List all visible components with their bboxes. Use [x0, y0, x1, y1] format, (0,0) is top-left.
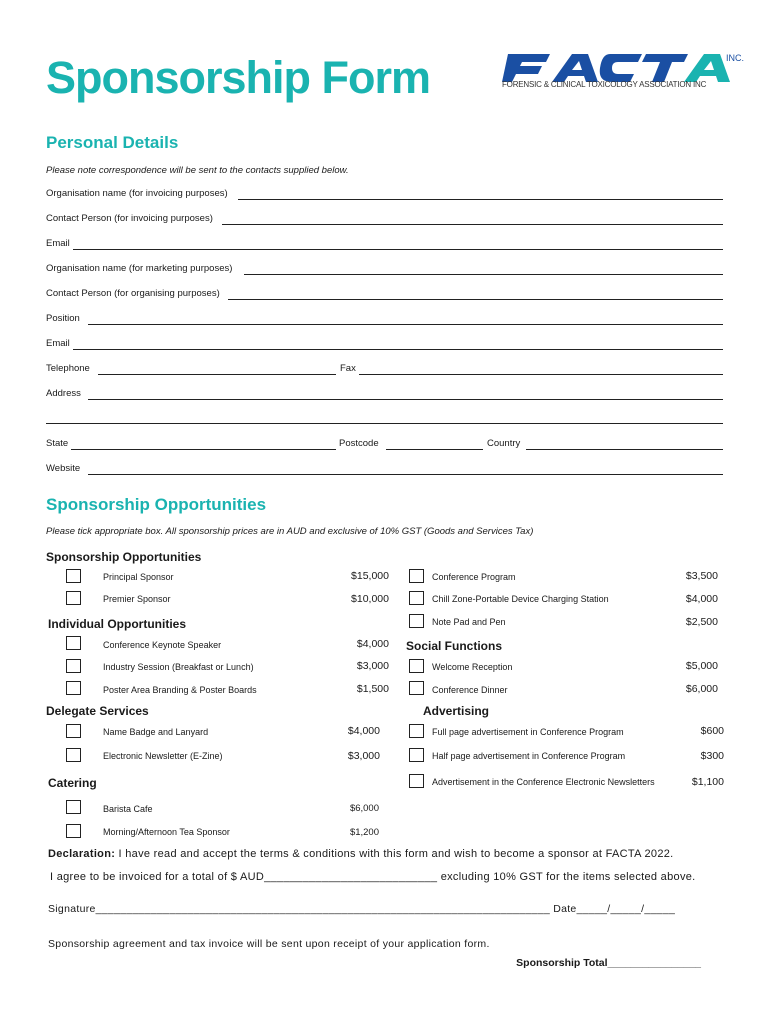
item-barista-cafe: Barista Cafe — [103, 804, 153, 814]
checkbox-name-badge[interactable] — [66, 724, 81, 738]
state-label: State — [46, 438, 69, 449]
section-advertising: Advertising — [423, 704, 490, 718]
org-marketing-field[interactable] — [244, 274, 723, 275]
checkbox-conference-dinner[interactable] — [409, 681, 424, 695]
price-electronic-newsletter: $3,000 — [347, 750, 380, 762]
logo-inc: INC. — [726, 53, 744, 63]
country-label: Country — [487, 438, 521, 449]
sponsorship-heading: Sponsorship Opportunities — [46, 495, 267, 514]
fax-label: Fax — [340, 363, 356, 374]
item-principal-sponsor: Principal Sponsor — [103, 572, 174, 582]
price-industry-session: $3,000 — [356, 660, 389, 672]
email1-field[interactable] — [73, 249, 723, 250]
fax-field[interactable] — [359, 374, 723, 375]
personal-details-note: Please note correspondence will be sent to the contacts supplied below. — [46, 165, 349, 176]
postcode-label: Postcode — [339, 438, 379, 449]
price-conference-program: $3,500 — [685, 570, 718, 582]
telephone-field[interactable] — [98, 374, 336, 375]
price-poster-area: $1,500 — [356, 683, 389, 695]
price-principal-sponsor: $15,000 — [351, 570, 389, 582]
price-chill-zone: $4,000 — [685, 593, 718, 605]
item-welcome-reception: Welcome Reception — [432, 662, 513, 672]
sponsorship-total[interactable]: Sponsorship Total________________ — [516, 957, 701, 969]
org-invoicing-label: Organisation name (for invoicing purposes) — [46, 188, 228, 199]
price-keynote-speaker: $4,000 — [356, 638, 389, 650]
item-electronic-newsletter: Electronic Newsletter (E-Zine) — [103, 751, 223, 761]
checkbox-chill-zone[interactable] — [409, 591, 424, 605]
signature-date-line[interactable]: Signature__________________________________________________________________________ Date_____/_____/_____ — [48, 903, 676, 915]
telephone-label: Telephone — [46, 363, 90, 374]
email1-label: Email — [46, 238, 70, 249]
item-conference-dinner: Conference Dinner — [432, 685, 508, 695]
facta-logo — [502, 50, 752, 95]
website-field[interactable] — [88, 474, 723, 475]
sponsorship-note: Please tick appropriate box. All sponsorship prices are in AUD and exclusive of 10% GST (Goods and Services Tax) — [46, 526, 534, 537]
price-newsletter-ad: $1,100 — [691, 776, 724, 788]
contact-invoicing-label: Contact Person (for invoicing purposes) — [46, 213, 213, 224]
logo-subtitle: FORENSIC & CLINICAL TOXICOLOGY ASSOCIATION INC — [502, 80, 707, 89]
contact-organising-field[interactable] — [228, 299, 723, 300]
contact-organising-label: Contact Person (for organising purposes) — [46, 288, 220, 299]
logo-wordmark-icon — [502, 50, 732, 84]
section-delegate-services: Delegate Services — [46, 704, 149, 718]
checkbox-newsletter-ad[interactable] — [409, 774, 424, 788]
item-tea-sponsor: Morning/Afternoon Tea Sponsor — [103, 827, 230, 837]
item-half-page-ad: Half page advertisement in Conference Program — [432, 751, 626, 761]
contact-invoicing-field[interactable] — [222, 224, 723, 225]
item-newsletter-ad: Advertisement in the Conference Electronic Newsletters — [432, 777, 655, 787]
position-field[interactable] — [88, 324, 723, 325]
price-premier-sponsor: $10,000 — [351, 593, 389, 605]
item-keynote-speaker: Conference Keynote Speaker — [103, 640, 222, 650]
item-note-pad: Note Pad and Pen — [432, 617, 506, 627]
item-industry-session: Industry Session (Breakfast or Lunch) — [103, 662, 254, 672]
checkbox-poster-area[interactable] — [66, 681, 81, 695]
price-conference-dinner: $6,000 — [685, 683, 718, 695]
price-barista-cafe: $6,000 — [349, 803, 379, 814]
page-title: Sponsorship Form — [46, 52, 431, 103]
checkbox-tea-sponsor[interactable] — [66, 824, 81, 838]
checkbox-half-page-ad[interactable] — [409, 748, 424, 762]
checkbox-welcome-reception[interactable] — [409, 659, 424, 673]
email2-field[interactable] — [73, 349, 723, 350]
price-name-badge: $4,000 — [347, 725, 380, 737]
item-premier-sponsor: Premier Sponsor — [103, 594, 171, 604]
country-field[interactable] — [526, 449, 723, 450]
org-invoicing-field[interactable] — [238, 199, 723, 200]
item-name-badge: Name Badge and Lanyard — [103, 727, 209, 737]
website-label: Website — [46, 463, 81, 474]
checkbox-premier-sponsor[interactable] — [66, 591, 81, 605]
address-field-line2[interactable] — [46, 423, 723, 424]
invoice-agreement[interactable]: I agree to be invoiced for a total of $ AUD___________________________ excluding 10% GST for the items selected above. — [50, 871, 696, 883]
item-poster-area: Poster Area Branding & Poster Boards — [103, 685, 257, 695]
checkbox-conference-program[interactable] — [409, 569, 424, 583]
checkbox-principal-sponsor[interactable] — [66, 569, 81, 583]
checkbox-note-pad[interactable] — [409, 614, 424, 628]
price-tea-sponsor: $1,200 — [349, 827, 379, 838]
section-catering: Catering — [48, 776, 97, 790]
section-social-functions: Social Functions — [406, 639, 503, 653]
section-individual-opportunities: Individual Opportunities — [48, 617, 186, 631]
price-half-page-ad: $300 — [700, 750, 724, 762]
item-conference-program: Conference Program — [432, 572, 516, 582]
checkbox-full-page-ad[interactable] — [409, 724, 424, 738]
declaration-label: Declaration: — [48, 848, 116, 860]
item-full-page-ad: Full page advertisement in Conference Program — [432, 727, 624, 737]
price-full-page-ad: $600 — [700, 725, 724, 737]
checkbox-electronic-newsletter[interactable] — [66, 748, 81, 762]
footer-note: Sponsorship agreement and tax invoice will be sent upon receipt of your application form. — [48, 938, 490, 950]
checkbox-industry-session[interactable] — [66, 659, 81, 673]
org-marketing-label: Organisation name (for marketing purposes) — [46, 263, 233, 274]
address-field[interactable] — [88, 399, 723, 400]
declaration — [48, 848, 674, 860]
price-note-pad: $2,500 — [685, 616, 718, 628]
postcode-field[interactable] — [386, 449, 483, 450]
declaration-text: I have read and accept the terms & conditions with this form and wish to become a sponsor at FACTA 2022. — [118, 848, 674, 860]
section-sponsorship-opportunities: Sponsorship Opportunities — [46, 550, 202, 564]
item-chill-zone: Chill Zone-Portable Device Charging Station — [432, 594, 609, 604]
checkbox-barista-cafe[interactable] — [66, 800, 81, 814]
state-field[interactable] — [71, 449, 336, 450]
address-label: Address — [46, 388, 81, 399]
email2-label: Email — [46, 338, 70, 349]
personal-details-heading: Personal Details — [46, 133, 179, 152]
position-label: Position — [46, 313, 80, 324]
checkbox-keynote-speaker[interactable] — [66, 636, 81, 650]
price-welcome-reception: $5,000 — [685, 660, 718, 672]
